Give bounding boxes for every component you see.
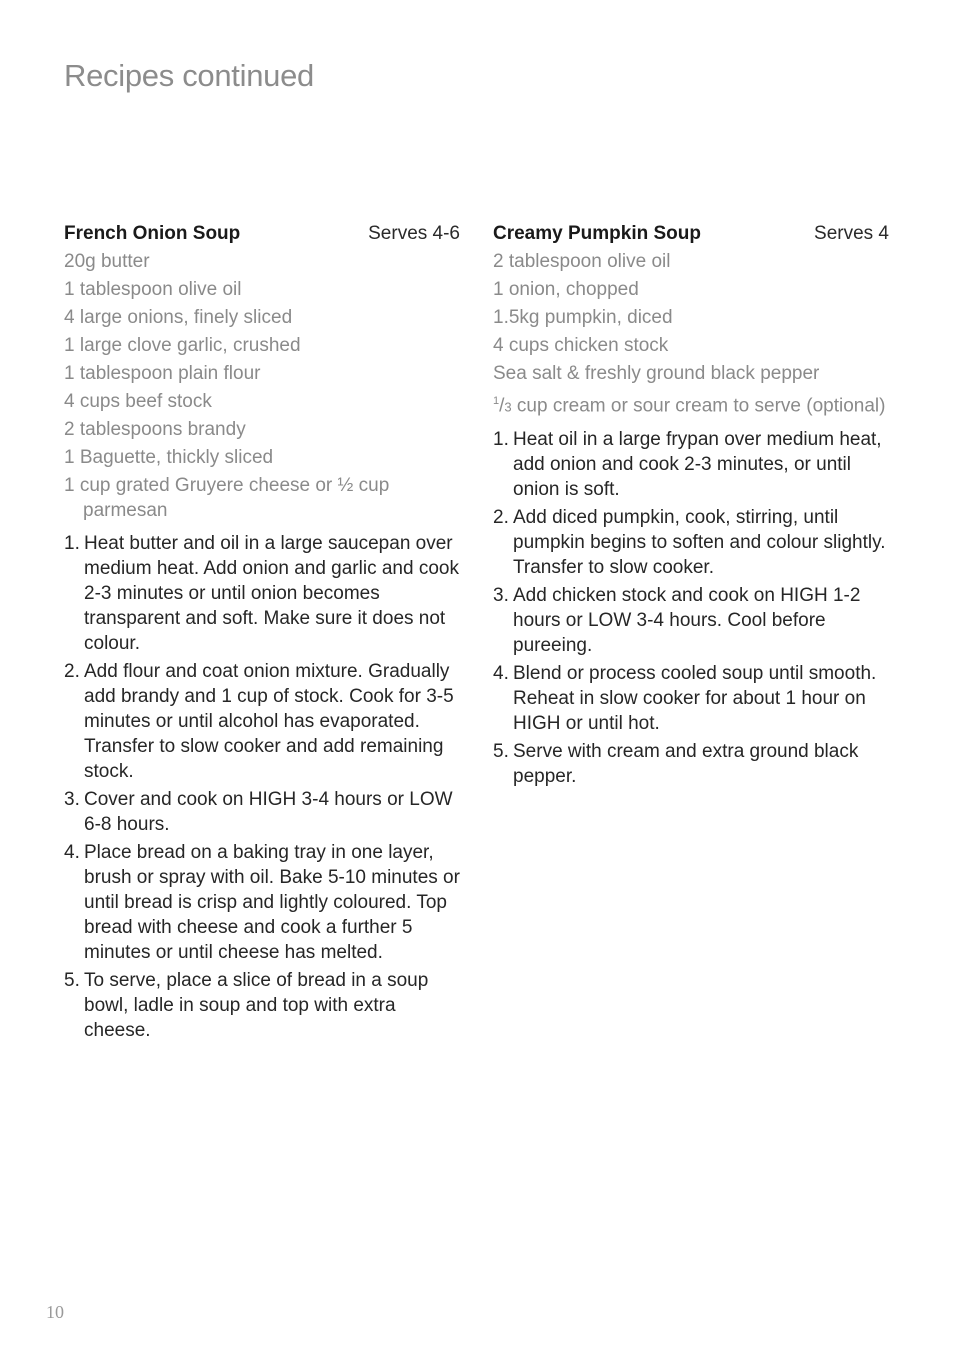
ingredient: 1 tablespoon olive oil [64,279,242,300]
ingredient: 1.5kg pumpkin, diced [493,307,673,328]
method-steps [64,531,460,1043]
ingredient: 1 Baguette, thickly sliced [64,447,274,468]
ingredient: 1 tablespoon plain flour [64,363,261,384]
recipe-creamy-pumpkin-soup [493,221,889,792]
method-step [64,787,460,837]
step-number: 2. [493,507,509,529]
method-step [493,583,889,658]
step-number: 2. [64,661,80,682]
recipe-title: Creamy Pumpkin Soup [493,223,701,244]
method-step [493,739,889,789]
method-step [64,659,460,784]
recipe-french-onion-soup [64,221,460,1046]
step-text: To serve, place a slice of bread in a soup bowl, ladle in soup and top with extra cheese. [84,970,429,1041]
ingredient: 4 cups chicken stock [493,335,669,356]
serves-label: Serves 4 [814,223,889,244]
method-step [493,661,889,736]
method-step [64,840,460,965]
step-text: Add chicken stock and cook on HIGH 1-2 hours or LOW 3-4 hours. Cool before pureeing. [513,585,861,657]
fraction-numerator: 1 [493,395,500,407]
step-text: Blend or process cooled soup until smooth. Reheat in slow cooker for about 1 hour on HIGH or until hot. [513,663,877,735]
step-number: 3. [493,585,509,607]
step-number: 5. [64,970,80,991]
page-number: 10 [46,1302,64,1322]
method-step [64,968,460,1043]
ingredient: 1 onion, chopped [493,279,639,300]
ingredient-list [64,249,460,523]
ingredient: 1 large clove garlic, crushed [64,335,301,356]
step-text: Serve with cream and extra ground black pepper. [513,741,859,788]
step-number: 4. [493,663,509,685]
step-text: Place bread on a baking tray in one layer, brush or spray with oil. Bake 5-10 minutes or until bread is crisp and lightly coloured. Top bread with cheese and cook a further 5 minutes or until cheese has melted. [84,842,460,963]
ingredient: 1 cup grated Gruyere cheese or ½ cup parmesan [64,475,390,521]
ingredient-fraction: $^1$/3 cup cream or sour cream to serve (optional) [493,395,886,417]
step-text: Heat oil in a large frypan over medium heat, add onion and cook 2-3 minutes, or until onion is soft. [513,429,882,501]
ingredient: 4 cups beef stock [64,391,212,412]
ingredient-list [493,249,889,419]
serves-label: Serves 4-6 [368,223,460,244]
step-text: Cover and cook on HIGH 3-4 hours or LOW 6-8 hours. [84,789,453,835]
method-step [64,531,460,656]
fraction-denominator: 3 [504,399,512,415]
step-number: 5. [493,741,509,763]
step-number: 3. [64,789,80,810]
step-text: Add diced pumpkin, cook, stirring, until pumpkin begins to soften and colour slightly. Transfer to slow cooker. [513,507,886,579]
method-steps [493,427,889,789]
step-number: 1. [64,533,80,554]
ingredient: 4 large onions, finely sliced [64,307,293,328]
page-title: Recipes continued [64,58,314,93]
recipe-header [493,221,889,249]
method-step [493,427,889,502]
ingredient: 2 tablespoon olive oil [493,251,671,272]
method-step [493,505,889,580]
ingredient: 20g butter [64,251,150,272]
ingredient: Sea salt & freshly ground black pepper [493,363,820,384]
recipe-title: French Onion Soup [64,223,241,244]
ingredient: 2 tablespoons brandy [64,419,246,440]
step-number: 1. [493,429,509,451]
step-number: 4. [64,842,80,863]
step-text: Add flour and coat onion mixture. Gradually add brandy and 1 cup of stock. Cook for 3-5 minutes or until alcohol has evaporated. Transfer to slow cooker and add remaining stock. [84,661,454,782]
step-text: Heat butter and oil in a large saucepan over medium heat. Add onion and garlic and cook 2-3 minutes or until onion becomes transparent and soft. Make sure it does not colour. [84,533,459,654]
ingredient-text: cup cream or sour cream to serve (optional) [511,395,886,417]
recipe-header [64,221,460,249]
